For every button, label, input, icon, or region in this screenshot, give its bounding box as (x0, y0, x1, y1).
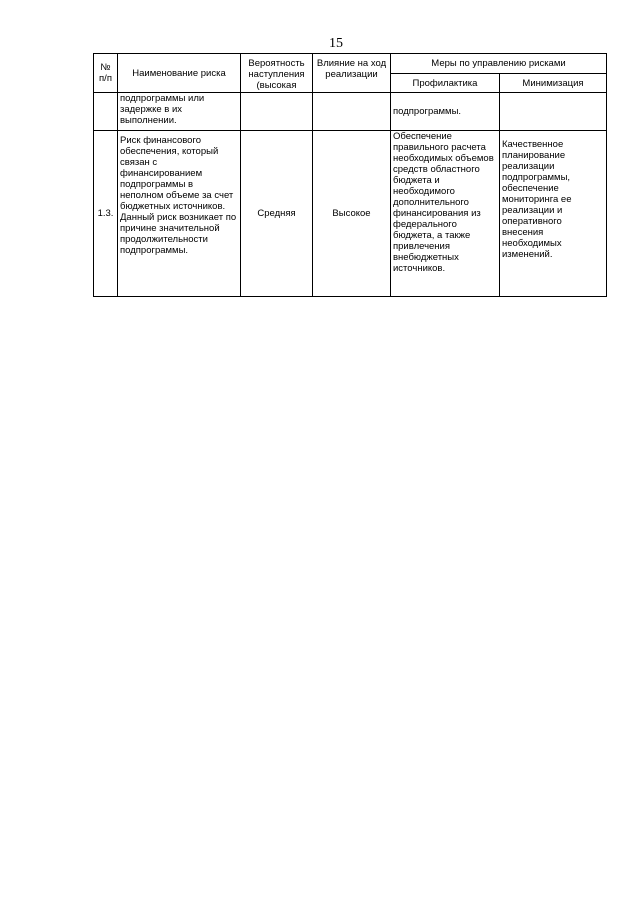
cell-num: 1.3. (94, 131, 118, 297)
header-name: Наименование риска (118, 54, 241, 93)
header-probability (241, 54, 313, 93)
header-impact (313, 54, 391, 93)
cell-name: Риск финансового обеспечения, который связан с финансированием подпрограммы в неполном объеме за счет бюджетных источников. Данный риск возникает по причине значительной продолжительности подпрограммы. (118, 131, 241, 297)
cell-minimization: Качественное планирование реализации подпрограммы, обеспечение мониторинга ее реализации и оперативного внесения необходимых изменений. (500, 131, 607, 297)
cell-prevention: подпрограммы. (391, 93, 500, 131)
header-measures: Меры по управлению рисками (391, 54, 607, 74)
table-row (94, 93, 607, 131)
cell-impact (313, 93, 391, 131)
header-minimization: Минимизация (500, 74, 607, 93)
risk-table (93, 53, 607, 297)
header-prevention: Профилактика (391, 74, 500, 93)
cell-num (94, 93, 118, 131)
cell-impact: Высокое (313, 131, 391, 297)
cell-probability (241, 93, 313, 131)
header-probability-text: Вероятность наступления (высокая (248, 58, 305, 91)
cell-name: подпрограммы или задержке в их выполнении. (118, 93, 241, 131)
cell-probability: Средняя (241, 131, 313, 297)
header-row (94, 54, 607, 74)
page-number: 15 (329, 36, 343, 51)
table-row (94, 131, 607, 297)
header-num: № п/п (94, 54, 118, 93)
cell-prevention: Обеспечение правильного расчета необходимых объемов средств областного бюджета и необходимого дополнительного финансирования из федерального бюджета, а также привлечения внебюджетных источников. (391, 131, 500, 297)
header-impact-text: Влияние на ход реализации (316, 58, 387, 80)
cell-minimization (500, 93, 607, 131)
